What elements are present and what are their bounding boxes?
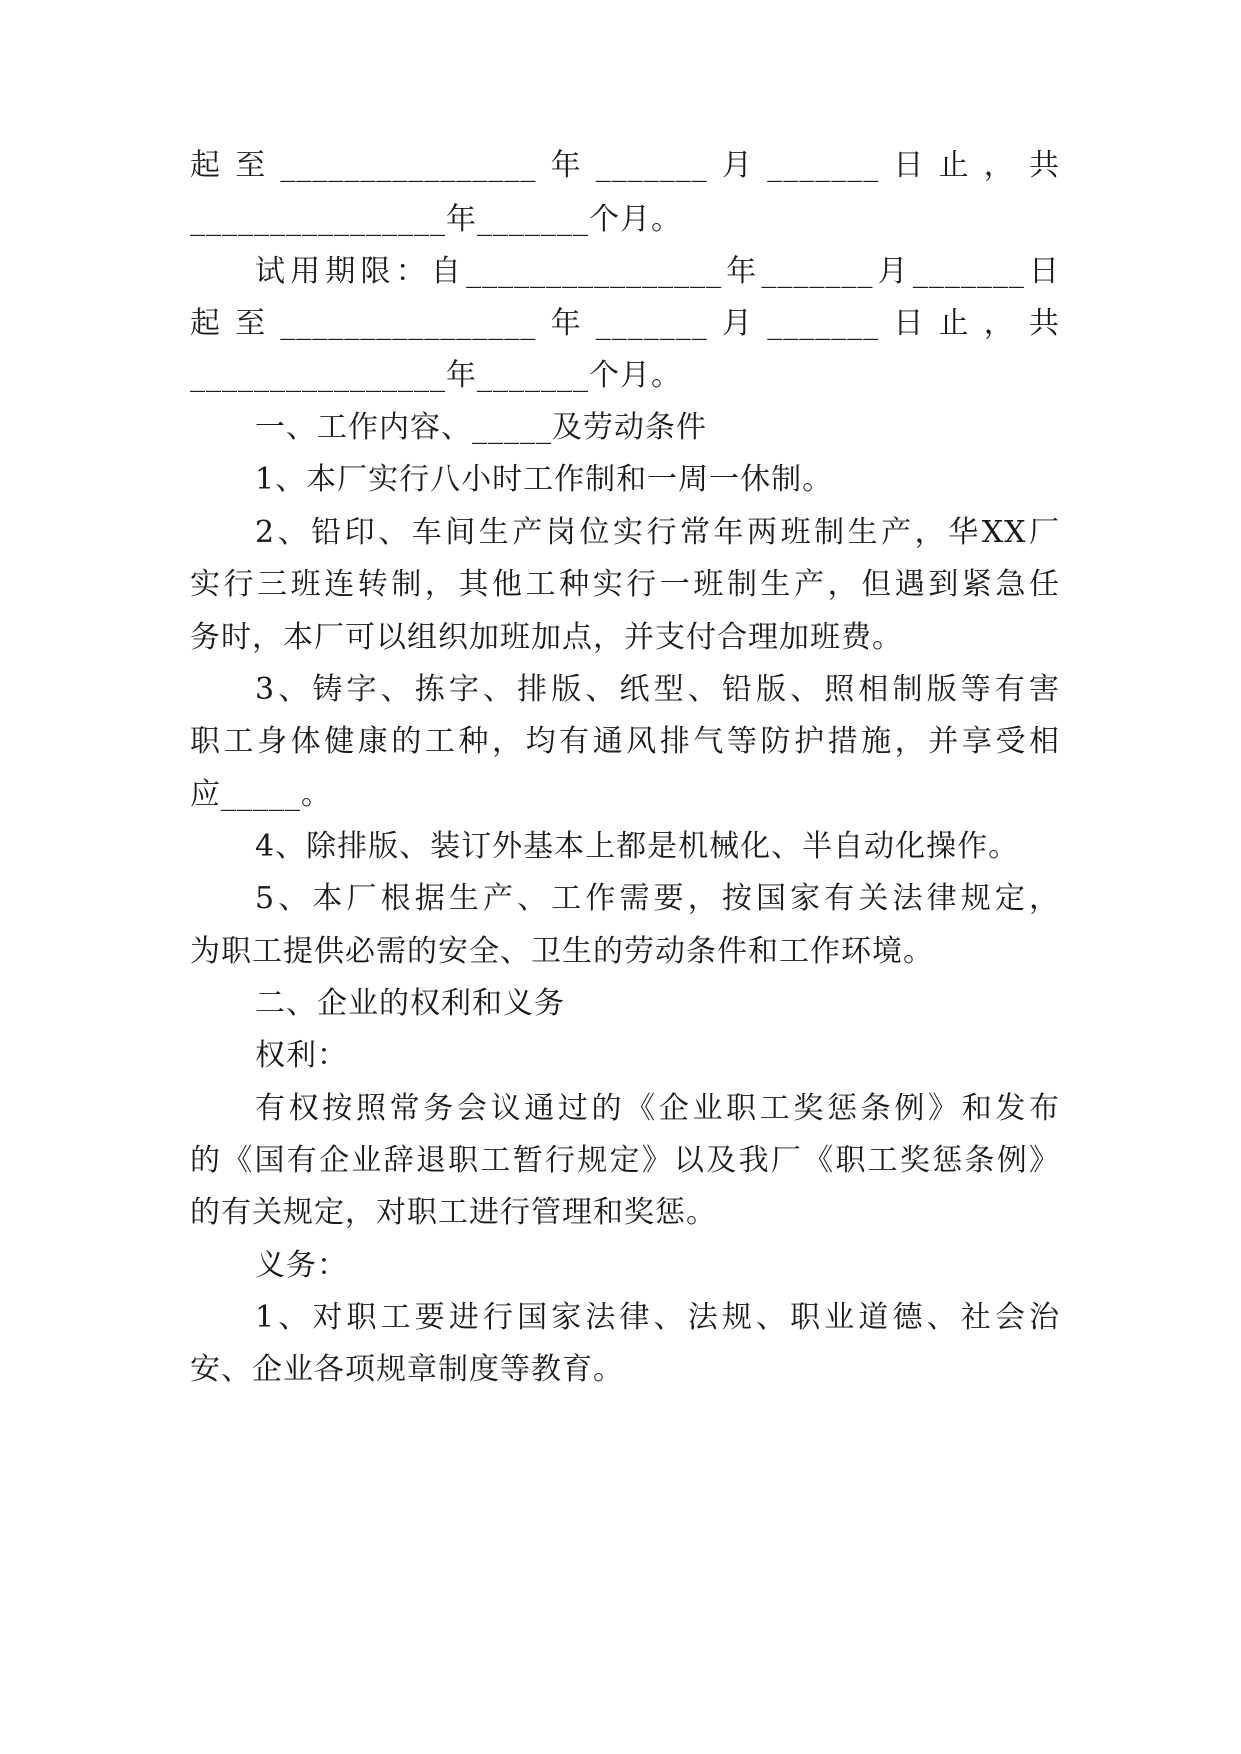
text-line: 起至________________年_______月_______日止，共	[190, 148, 1060, 183]
text-line: 1、对职工要进行国家法律、法规、职业道德、社会治	[255, 1300, 1060, 1335]
text-line: 安、企业各项规章制度等教育。	[190, 1352, 624, 1387]
subheading: 权利：	[255, 1038, 348, 1073]
text-line: 3、铸字、拣字、排版、纸型、铅版、照相制版等有害	[255, 672, 1060, 707]
text-line: 试用期限：自________________年_______月_______日	[255, 254, 1060, 289]
text-line: 应_____。	[190, 777, 332, 812]
text-line: 的《国有企业辞退职工暂行规定》以及我厂《职工奖惩条例》	[190, 1143, 1060, 1178]
text-line: ________________年_______个月。	[190, 358, 682, 393]
text-line: 实行三班连转制，其他工种实行一班制生产，但遇到紧急任	[190, 567, 1060, 602]
text-line: 有权按照常务会议通过的《企业职工奖惩条例》和发布	[255, 1091, 1060, 1126]
text-line: 5、本厂根据生产、工作需要，按国家有关法律规定，	[255, 881, 1060, 916]
text-line: 的有关规定，对职工进行管理和奖惩。	[190, 1195, 717, 1230]
text-line: 务时，本厂可以组织加班加点，并支付合理加班费。	[190, 620, 903, 655]
subheading: 义务：	[255, 1248, 348, 1283]
section-heading: 一、工作内容、_____及劳动条件	[255, 410, 707, 445]
text-line: 为职工提供必需的安全、卫生的劳动条件和工作环境。	[190, 934, 934, 969]
text-line: 4、除排版、装订外基本上都是机械化、半自动化操作。	[255, 829, 1020, 864]
section-heading: 二、企业的权利和义务	[255, 986, 565, 1021]
text-line: 2、铅印、车间生产岗位实行常年两班制生产，华XX厂	[255, 515, 1060, 550]
text-line: 1、本厂实行八小时工作制和一周一休制。	[255, 462, 834, 497]
text-line: ________________年_______个月。	[190, 202, 682, 237]
text-line: 起至________________年_______月_______日止，共	[190, 306, 1060, 341]
text-line: 职工身体健康的工种，均有通风排气等防护措施，并享受相	[190, 724, 1060, 759]
